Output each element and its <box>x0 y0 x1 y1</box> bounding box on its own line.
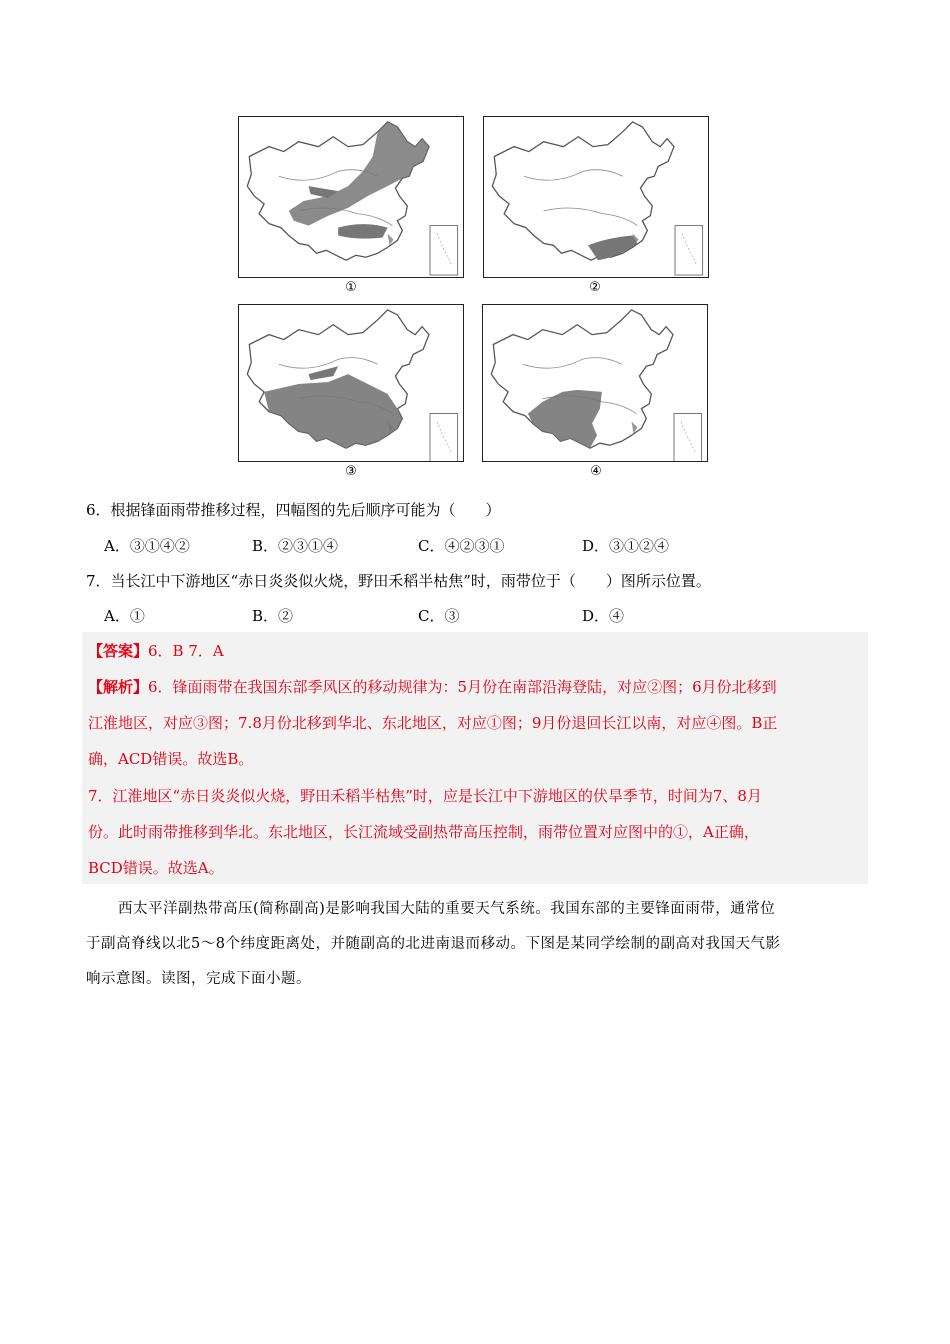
question-7-stem: 7．当长江中下游地区“赤日炎炎似火烧，野田禾稻半枯焦”时，雨带位于（ ）图所示位置。 <box>86 572 711 590</box>
question-6-option-c: C．④②③① <box>418 537 505 555</box>
map-label-2: ② <box>589 280 601 295</box>
map-figure-4 <box>482 304 708 462</box>
intro-line-3: 响示意图。读图，完成下面小题。 <box>86 971 311 987</box>
answer-line <box>88 641 224 661</box>
question-7-option-d: D．④ <box>582 607 625 625</box>
map-figure-3 <box>238 304 464 462</box>
analysis-tag: 【解析】 <box>88 678 149 696</box>
analysis-line-5: 份。此时雨带推移到华北。东北地区，长江流域受副热带高压控制，雨带位置对应图中的①，A正确， <box>88 823 759 841</box>
question-6-option-a: A．③①④② <box>104 537 190 555</box>
question-6-stem: 6．根据锋面雨带推移过程，四幅图的先后顺序可能为（ ） <box>86 501 501 519</box>
map-label-3: ③ <box>345 464 357 479</box>
analysis-line-2: 江淮地区，对应③图；7.8月份北移到华北、东北地区，对应①图；9月份退回长江以南，对应④图。B正 <box>88 714 778 732</box>
map-label-1: ① <box>345 280 357 295</box>
intro-line-1: 西太平洋副热带高压(简称副高)是影响我国大陆的重要天气系统。我国东部的主要锋面雨带，通常位 <box>118 901 776 917</box>
analysis-line-4: 7．江淮地区“赤日炎炎似火烧，野田禾稻半枯焦”时，应是长江中下游地区的伏旱季节，时间为7、8月 <box>88 787 762 805</box>
china-map-1 <box>239 117 463 277</box>
analysis-text-1: 6．锋面雨带在我国东部季风区的移动规律为：5月份在南部沿海登陆，对应②图；6月份北移到 <box>148 678 777 696</box>
answer-text: 6．B 7．A <box>148 642 224 660</box>
analysis-line-3: 确，ACD错误。故选B。 <box>88 750 254 768</box>
question-7-option-b: B．② <box>252 607 294 625</box>
analysis-line-6: BCD错误。故选A。 <box>88 859 224 877</box>
question-7-option-a: A．① <box>104 607 145 625</box>
map-figure-1 <box>238 116 464 278</box>
question-6-option-b: B．②③①④ <box>252 537 339 555</box>
answer-analysis-box <box>82 632 868 884</box>
analysis-line-1 <box>88 677 777 697</box>
answer-tag: 【答案】 <box>88 642 149 660</box>
china-map-3 <box>239 305 463 461</box>
question-7-option-c: C．③ <box>418 607 460 625</box>
map-label-4: ④ <box>590 464 602 479</box>
china-map-4 <box>483 305 707 461</box>
china-map-2 <box>484 117 708 277</box>
intro-line-2: 于副高脊线以北5～8个纬度距离处，并随副高的北进南退而移动。下图是某同学绘制的副高对我国天气影 <box>86 936 781 952</box>
map-figure-2 <box>483 116 709 278</box>
question-6-option-d: D．③①②④ <box>582 537 670 555</box>
